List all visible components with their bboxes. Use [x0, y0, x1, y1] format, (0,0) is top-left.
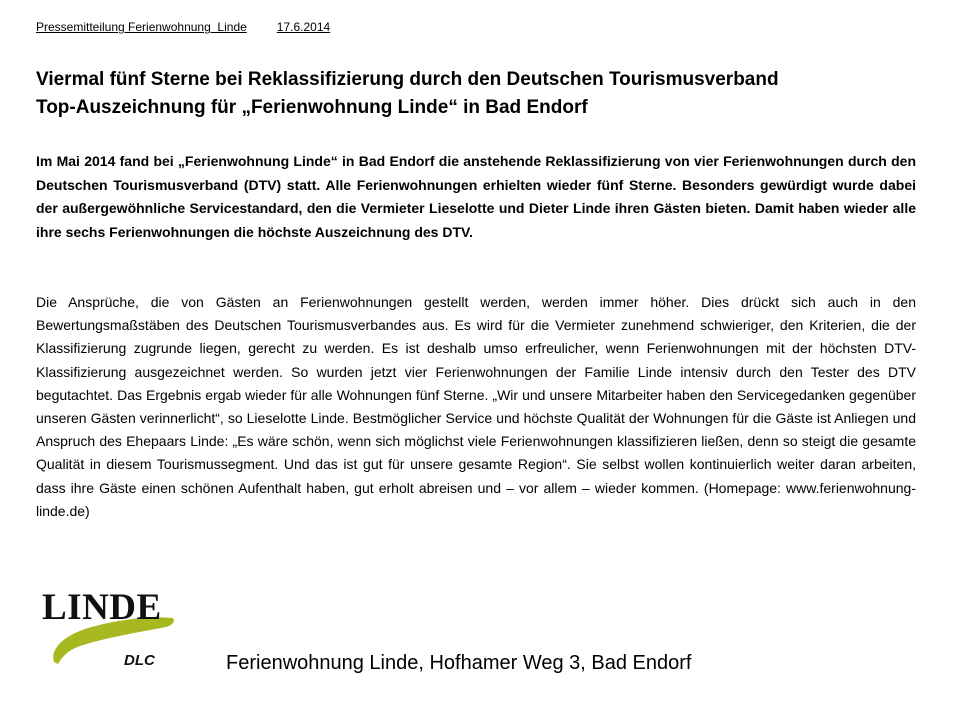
header-label: Pressemitteilung Ferienwohnung Linde	[36, 20, 247, 34]
logo-subtext: DLC	[124, 652, 155, 669]
headline-line-2: Top-Auszeichnung für „Ferienwohnung Linde“ in Bad Endorf	[36, 97, 588, 118]
header-date: 17.6.2014	[276, 20, 331, 34]
press-release-header	[36, 20, 330, 34]
body-paragraph: Die Ansprüche, die von Gästen an Ferienwohnungen gestellt werden, werden immer höher. Dies drückt sich auch in den Bewertungsmaßstäben des Deutschen Tourismusverbandes aus. Es wird für die Vermieter zunehmend schwieriger, den Kriterien, die der Klassifizierung zugrunde liegen, gerecht zu werden. Es ist deshalb umso erfreulicher, wenn Ferienwohnungen mit der höchsten DTV-Klassifizierung ausgezeichnet werden. So wurden jetzt vier Ferienwohnungen der Familie Linde intensiv durch den Tester des DTV begutachtet. Das Ergebnis ergab wieder für alle Wohnungen fünf Sterne. „Wir und unsere Mitarbeiter haben den Servicegedanken gegenüber unseren Gästen verinnerlicht“, so Lieselotte Linde. Bestmöglicher Service und höchste Qualität der Wohnungen für die Gäste ist Anliegen und Anspruch des Ehepaars Linde: „Es wäre schön, wenn sich möglichst viele Ferienwohnungen klassifizieren ließen, denn so steigt die gesamte Qualität in diesem Tourismussegment. Und das ist gut für unsere gesamte Region“. Sie selbst wollen kontinuierlich weiter daran arbeiten, dass ihre Gäste einen schönen Aufenthalt haben, gut erholt abreisen und – vor allem – wieder kommen. (Homepage: www.ferienwohnung-linde.de)	[36, 294, 916, 519]
logo-wordmark: LINDE	[42, 587, 162, 628]
lead-paragraph: Im Mai 2014 fand bei „Ferienwohnung Linde“ in Bad Endorf die anstehende Reklassifizierung von vier Ferienwohnungen durch den Deutschen Tourismusverband (DTV) statt. Alle Ferienwohnungen erhielten wieder fünf Sterne. Besonders gewürdigt wurde dabei der außergewöhnliche Servicestandard, den die Vermieter Lieselotte und Dieter Linde ihren Gästen bieten. Damit haben wieder alle ihre sechs Ferienwohnungen die höchste Auszeichnung des DTV.	[36, 153, 916, 240]
headline-line-1: Viermal fünf Sterne bei Reklassifizierung durch den Deutschen Tourismusverband	[36, 69, 779, 90]
linde-dlc-logo	[40, 588, 190, 678]
footer-address: Ferienwohnung Linde, Hofhamer Weg 3, Bad Endorf	[226, 652, 692, 674]
headline	[36, 66, 916, 122]
